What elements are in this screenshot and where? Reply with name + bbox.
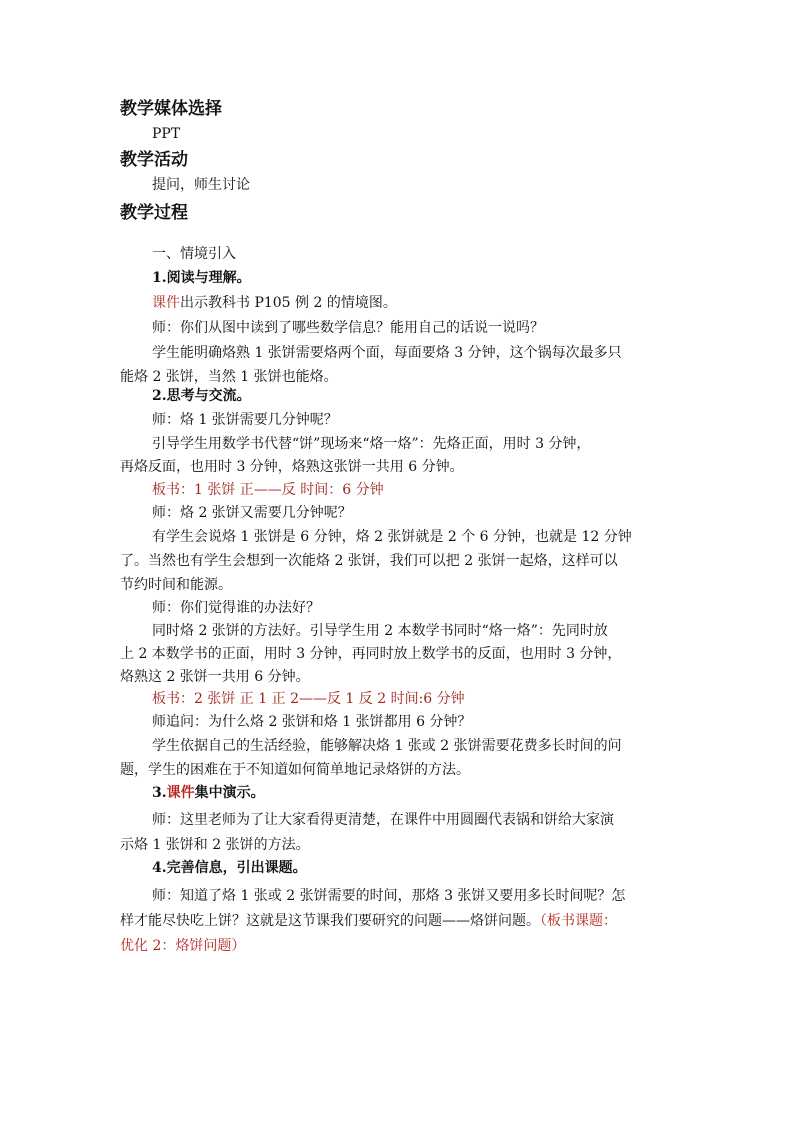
step2-line14: 题，学生的困难在于不知道如何简单地记录烙饼的方法。: [120, 762, 470, 778]
step2-line5: 有学生会说烙 1 张饼是 6 分钟，烙 2 张饼就是 2 个 6 分钟，也就是 12 分钟: [152, 529, 632, 545]
step2-title: 2.思考与交流。: [152, 388, 251, 404]
banshu-topic-end: 优化 2：烙饼问题）: [120, 938, 246, 954]
kejian-label-2: 课件: [166, 785, 195, 801]
step2-line2: 引导学生用数学书代替“饼”现场来“烙一烙”：先烙正面，用时 3 分钟，: [152, 436, 591, 452]
banshu-1: 板书：1 张饼 正——反 时间：6 分钟: [152, 482, 384, 498]
heading-activity: 教学活动: [120, 150, 188, 170]
step2-line8: 师：你们觉得谁的办法好？: [152, 600, 320, 616]
step1-title: 1.阅读与理解。: [152, 270, 251, 286]
step2-line11: 烙熟这 2 张饼一共用 6 分钟。: [120, 669, 310, 685]
step1-line2: 师：你们从图中读到了哪些数学信息？能用自己的话说一说吗？: [152, 320, 544, 336]
step3-title-text: 集中演示。: [194, 785, 265, 801]
step3-title: [152, 783, 265, 803]
heading-media: 教学媒体选择: [120, 99, 222, 119]
activity-value: 提问，师生讨论: [152, 177, 250, 193]
step3-number: 3.: [152, 785, 167, 801]
step2-line4: 师：烙 2 张饼又需要几分钟呢？: [152, 505, 352, 521]
step2-line10: 上 2 本数学书的正面，用时 3 分钟，再同时放上数学书的反面，也用时 3 分钟，: [120, 646, 622, 662]
step2-line9: 同时烙 2 张饼的方法好。引导学生用 2 本数学书同时“烙一烙”：先同时放: [152, 623, 608, 639]
step4-line2: [120, 911, 617, 931]
step4-title: 4.完善信息，引出课题。: [152, 860, 307, 876]
section-title: 一、情境引入: [152, 246, 236, 262]
step1-line1-text: 出示教科书 P105 例 2 的情境图。: [180, 295, 397, 311]
media-value: PPT: [152, 126, 181, 142]
banshu-2: 板书：2 张饼 正 1 正 2——反 1 反 2 时间:6 分钟: [152, 691, 465, 707]
kejian-label: 课件: [152, 295, 180, 311]
step2-line7: 节约时间和能源。: [120, 577, 232, 593]
step4-line1: 师：知道了烙 1 张或 2 张饼需要的时间，那烙 3 张饼又要用多长时间呢？怎: [152, 888, 626, 904]
step3-line1: 师：这里老师为了让大家看得更清楚，在课件中用圆圈代表锅和饼给大家演: [152, 812, 614, 828]
step4-line2-text: 样才能尽快吃上饼？这就是这节课我们要研究的问题——烙饼问题。: [120, 913, 540, 929]
step2-line1: 师：烙 1 张饼需要几分钟呢？: [152, 412, 338, 428]
step2-line6: 了。当然也有学生会想到一次能烙 2 张饼，我们可以把 2 张饼一起烙，这样可以: [120, 553, 618, 569]
step2-line12: 师追问：为什么烙 2 张饼和烙 1 张饼都用 6 分钟？: [152, 714, 472, 730]
step2-line13: 学生依据自己的生活经验，能够解决烙 1 张或 2 张饼需要花费多长时间的问: [152, 738, 622, 754]
step3-line2: 示烙 1 张饼和 2 张饼的方法。: [120, 837, 310, 853]
step1-line4: 能烙 2 张饼，当然 1 张饼也能烙。: [120, 369, 338, 385]
banshu-topic-start: （板书课题：: [540, 913, 617, 929]
step1-line3: 学生能明确烙熟 1 张饼需要烙两个面，每面要烙 3 分钟，这个锅每次最多只: [152, 345, 622, 361]
step2-line3: 再烙反面，也用时 3 分钟，烙熟这张饼一共用 6 分钟。: [120, 459, 464, 475]
heading-process: 教学过程: [120, 203, 188, 223]
step1-line1: [152, 293, 397, 313]
